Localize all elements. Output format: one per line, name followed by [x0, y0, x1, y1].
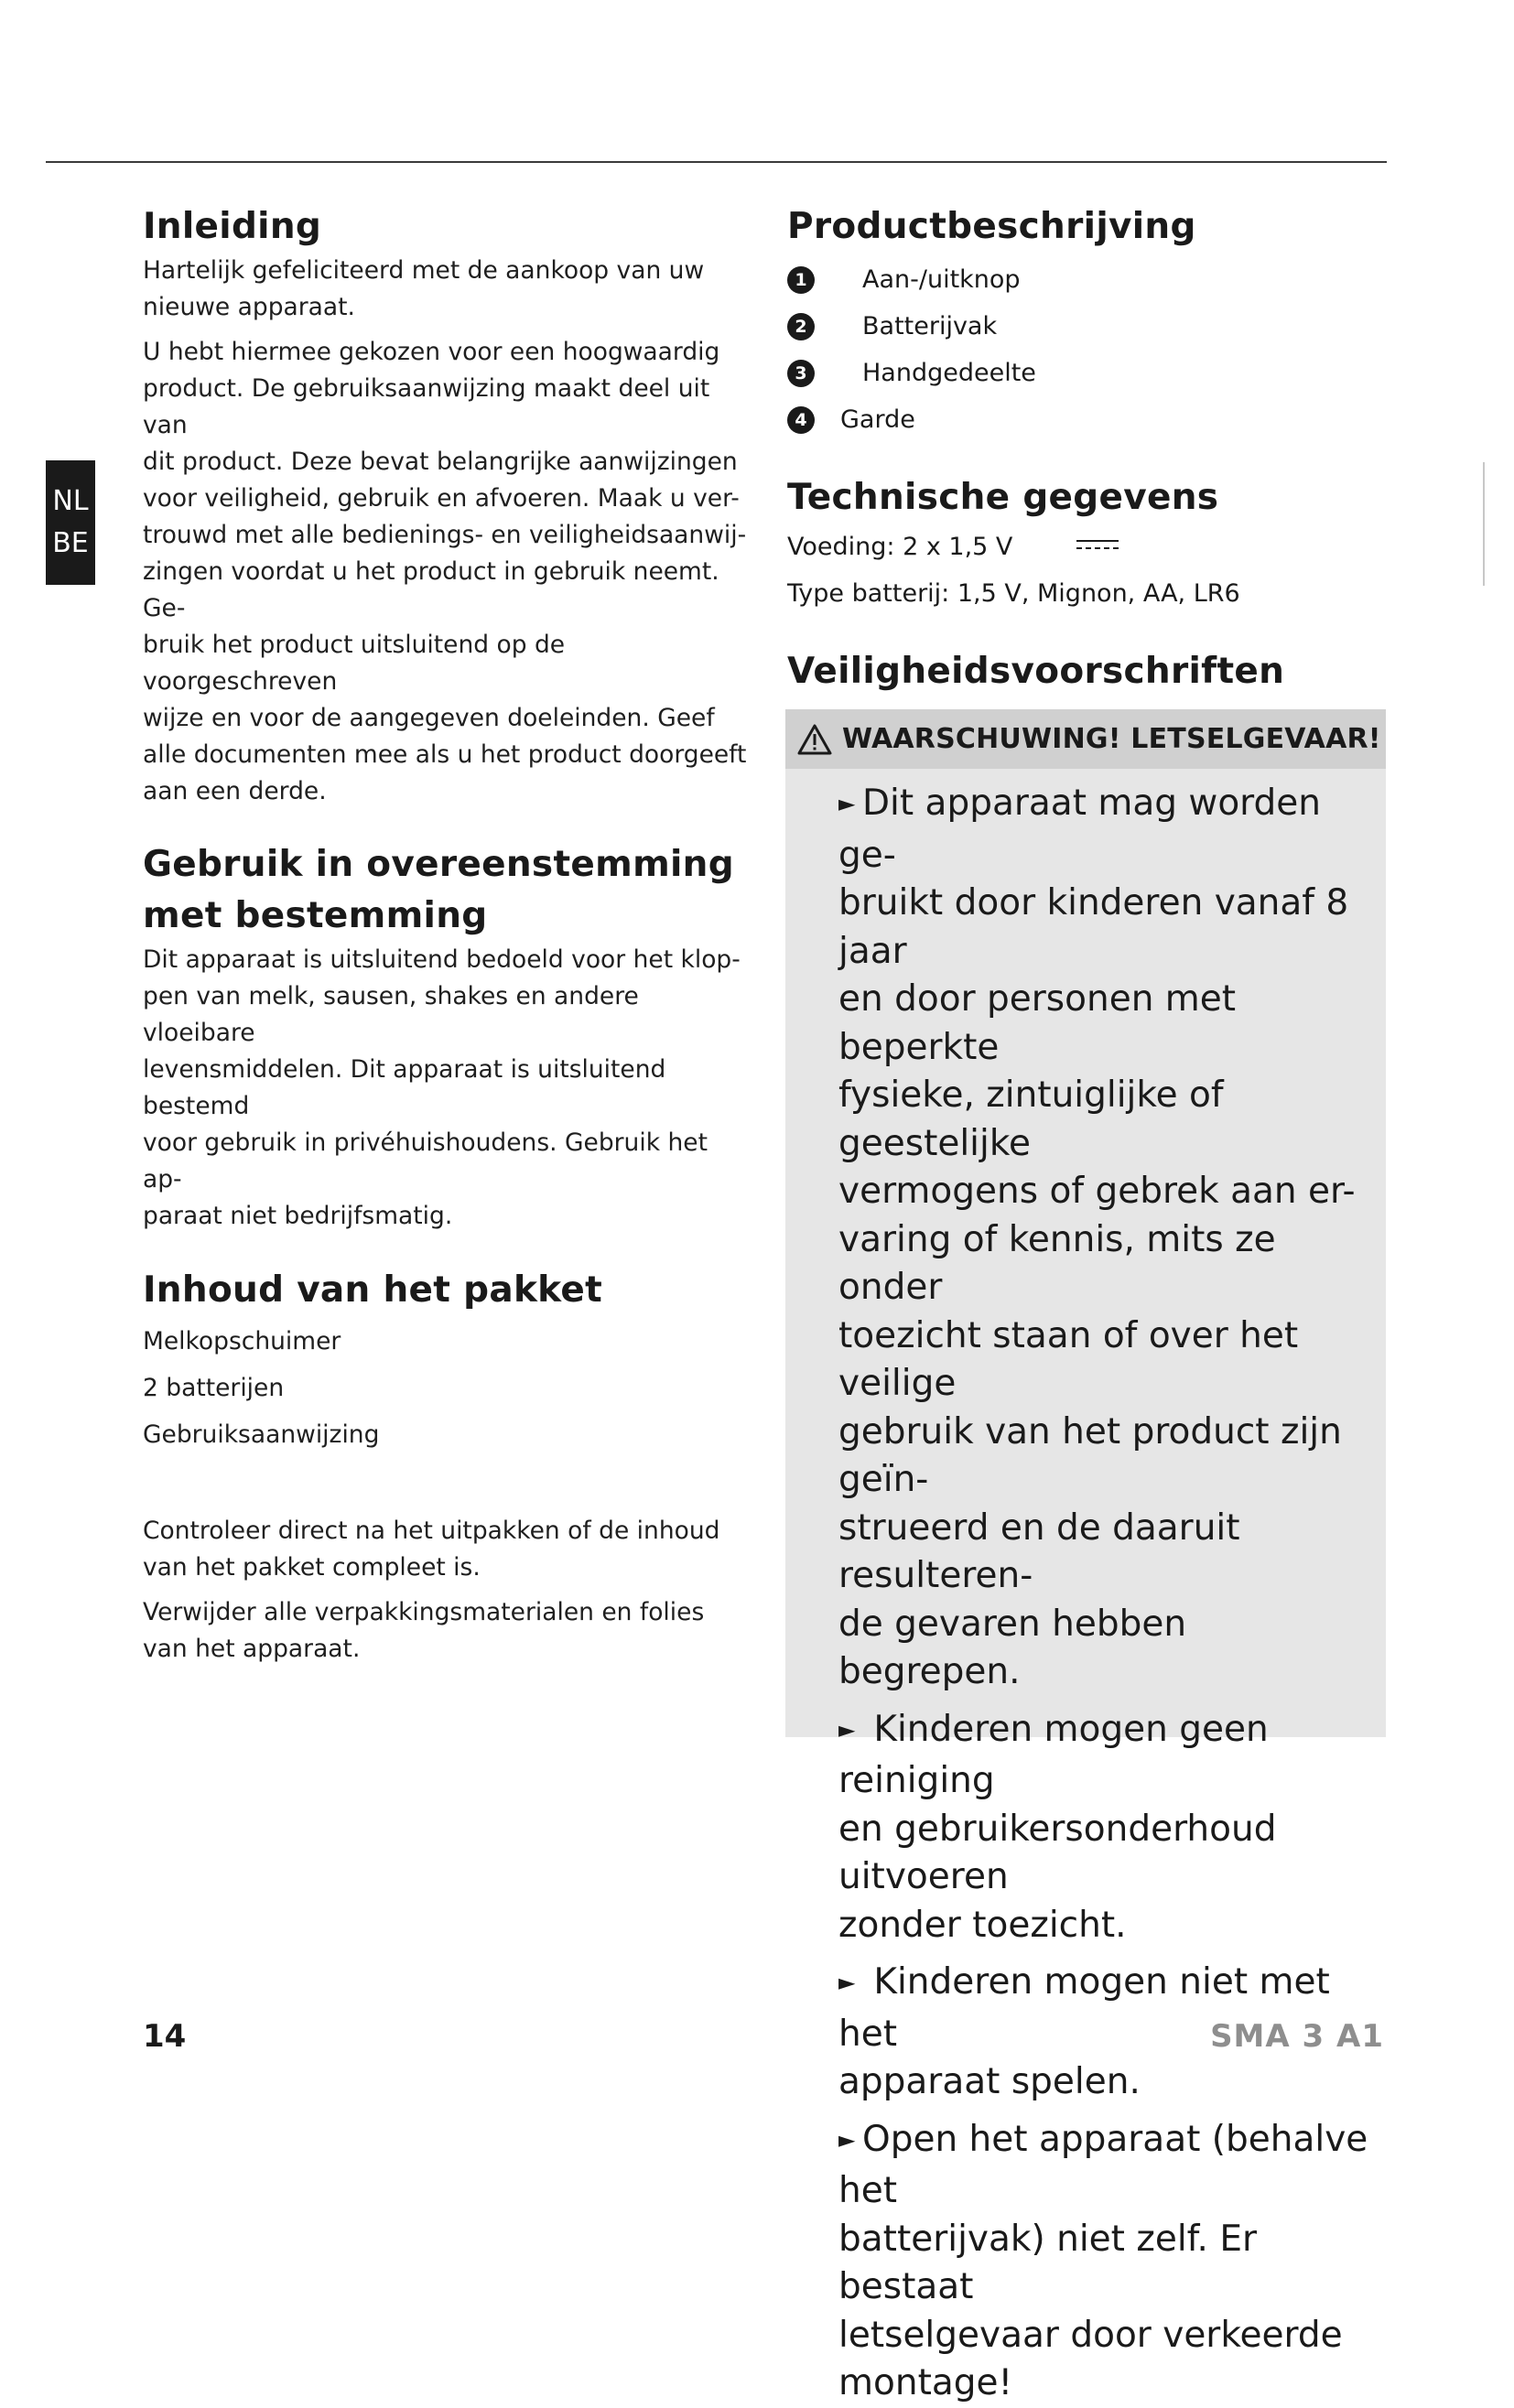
number-badge: 3 [787, 360, 815, 387]
package-remove-paragraph: Verwijder alle verpakkingsmaterialen en folies van het apparaat. [143, 1598, 705, 1663]
intended-use-paragraph: Dit apparaat is uitsluitend bedoeld voor het klop- pen van melk, sausen, shakes en andere vloeibare levensmiddelen. Dit apparaat is uitsluitend bestemd voor gebruik in privéhuishoudens. Gebruik het ap- paraat niet bedrijfsmatig. [143, 945, 741, 1230]
bullet-arrow-icon: ► [838, 791, 856, 816]
intended-use-section [143, 839, 747, 1235]
number-badge: 1 [787, 266, 815, 294]
package-check-paragraph: Controleer direct na het uitpakken of de inhoud van het pakket compleet is. [143, 1517, 720, 1582]
package-section [143, 1265, 747, 1668]
right-column [787, 201, 1387, 697]
technical-data-title: Technische gegevens [787, 477, 1219, 518]
part-label: Aan-/uitknop [862, 265, 1021, 294]
intro-section [143, 201, 747, 810]
intro-title: Inleiding [143, 206, 322, 247]
warning-item: ► Dit apparaat mag worden ge- bruikt door kinderen vanaf 8 jaar en door personen met beperkte fysieke, zintuiglijke of geestelijke vermogens of gebrek aan er- varing of kennis, mits ze onder toezicht staan of over het veilige gebruik van het product zijn geïn- strueerd en de daaruit resulteren- de gevaren hebben begrepen. [838, 780, 1379, 1697]
bullet-arrow-icon: ► [838, 1716, 856, 1743]
warning-heading-text: WAARSCHUWING! LETSELGEVAAR! [842, 723, 1381, 755]
battery-row [787, 570, 1387, 617]
list-item [787, 396, 1387, 443]
bullet-arrow-icon: ► [838, 2126, 856, 2153]
supply-row [787, 524, 1387, 570]
intro-paragraph-1: Hartelijk gefeliciteerd met de aankoop van uw nieuwe apparaat. [143, 256, 705, 321]
list-item [787, 256, 1387, 303]
product-parts-list [787, 256, 1387, 443]
intended-use-title: Gebruik in overeenstemming met bestemming [143, 844, 734, 936]
part-label: Handgedeelte [862, 359, 1036, 387]
bullet-arrow-icon: ► [838, 1970, 856, 1995]
language-tab [46, 460, 95, 585]
list-item: Gebruiksaanwijzing [143, 1420, 380, 1449]
warning-heading [785, 709, 1386, 769]
warning-triangle-icon [796, 723, 833, 756]
warning-item: ► Kinderen mogen niet met het apparaat spelen. [838, 1959, 1379, 2107]
battery-type-value: Type batterij: 1,5 V, Mignon, AA, LR6 [787, 579, 1240, 608]
safety-section [787, 646, 1387, 697]
model-number: SMA 3 A1 [1210, 2018, 1384, 2055]
intro-paragraph-2: U hebt hiermee gekozen voor een hoogwaardig product. De gebruiksaanwijzing maakt deel uit van dit product. Deze bevat belangrijke aanwijzingen voor veiligheid, gebruik en afvoeren. Maak u ver- trouwd met alle bedienings- en veiligheidsaanwij- zingen voordat u het product in gebruik neemt. Ge- bruik het product uitsluitend op de voorgeschreven wijze en voor de aangegeven doeleinden. Geef alle documenten mee als u het product doorgeeft aan een derde. [143, 338, 747, 805]
product-description-title: Productbeschrijving [787, 206, 1196, 247]
package-title: Inhoud van het pakket [143, 1269, 603, 1311]
warning-list [785, 769, 1386, 2408]
direct-current-icon [1076, 540, 1119, 549]
list-item [787, 350, 1387, 396]
part-label: Garde [840, 405, 915, 434]
package-contents-list [143, 1318, 747, 1458]
language-code-nl: NL [52, 485, 89, 517]
number-badge: 2 [787, 313, 815, 340]
left-column [143, 201, 747, 1668]
page-number: 14 [143, 2018, 187, 2055]
product-description-section [787, 201, 1387, 443]
list-item: 2 batterijen [143, 1374, 285, 1402]
margin-mark [1483, 462, 1485, 586]
list-item [787, 303, 1387, 350]
number-badge: 4 [787, 406, 815, 434]
warning-item: ► Kinderen mogen geen reiniging en gebruikersonderhoud uitvoeren zonder toezicht. [838, 1706, 1379, 1950]
safety-title: Veiligheidsvoorschriften [787, 651, 1285, 692]
warning-item: ► Open het apparaat (behalve het batterijvak) niet zelf. Er bestaat letselgevaar door verkeerde montage! [838, 2116, 1379, 2408]
list-item: Melkopschuimer [143, 1327, 341, 1355]
supply-value: Voeding: 2 x 1,5 V [787, 533, 1013, 561]
technical-data-section [787, 472, 1387, 617]
language-code-be: BE [52, 527, 89, 559]
part-label: Batterijvak [862, 312, 998, 340]
top-rule [46, 161, 1387, 163]
